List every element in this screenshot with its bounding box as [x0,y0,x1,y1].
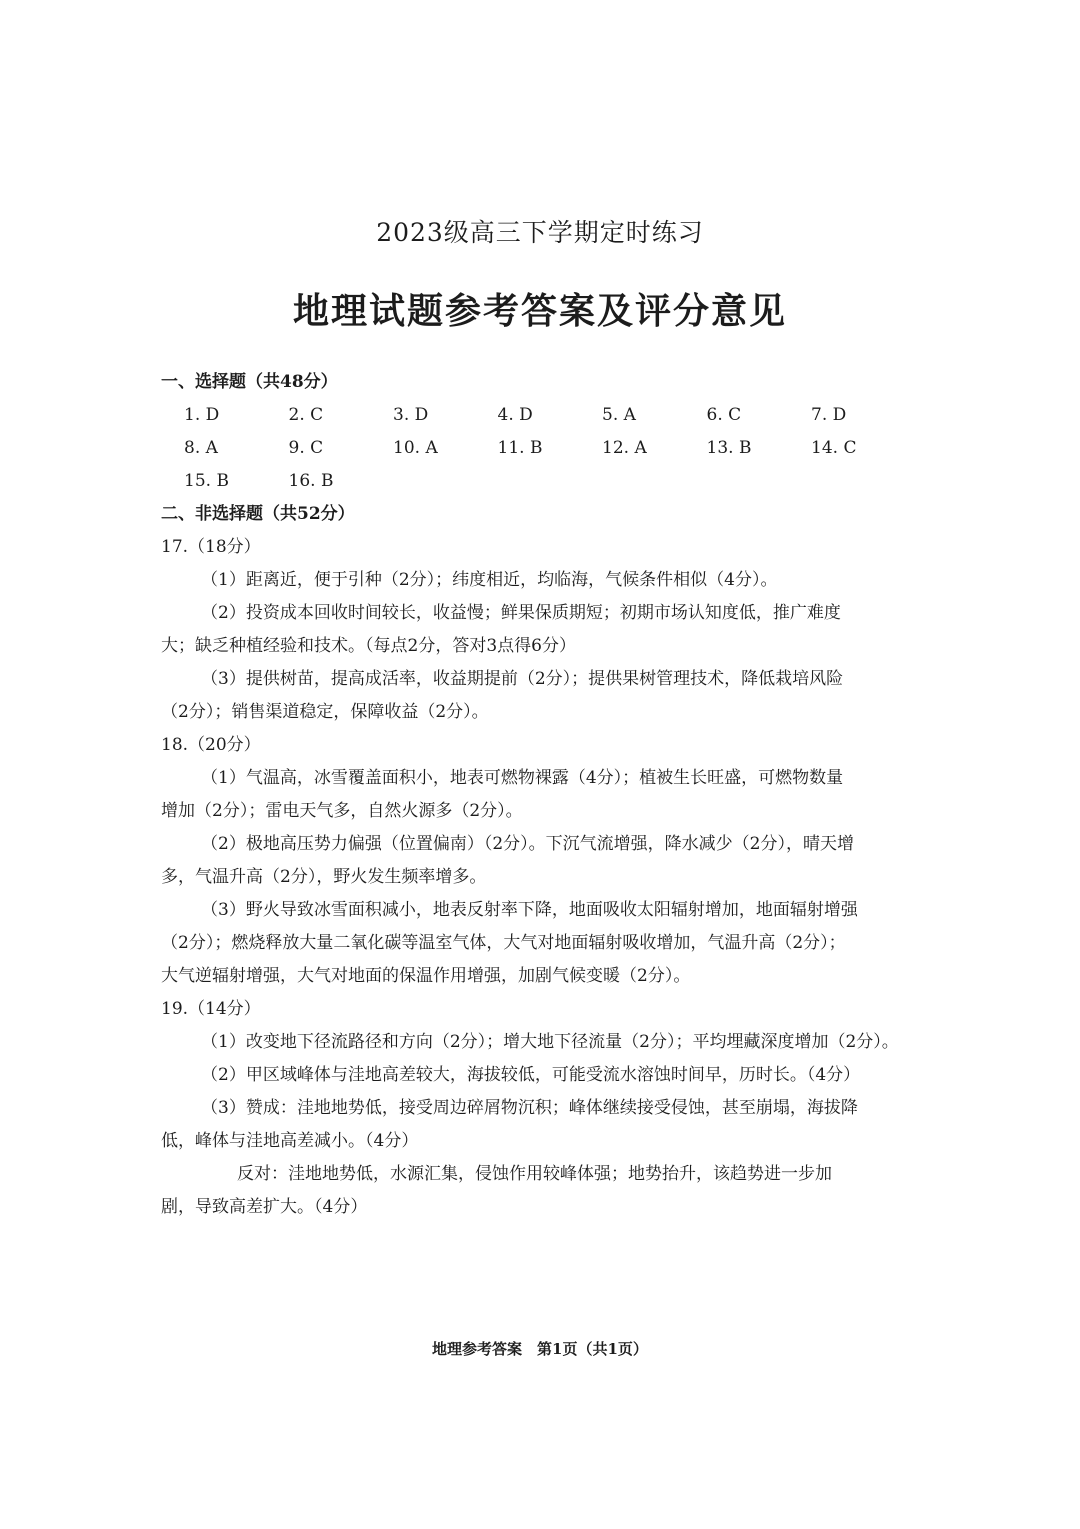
mc-answer: 16. B [288,471,334,491]
question-19-title: 19.（14分） [161,999,261,1019]
question-18-title: 18.（20分） [161,735,261,755]
answer-text: （3）野火导致冰雪面积减小，地表反射率下降，地面吸收太阳辐射增加，地面辐射增强 [201,900,858,920]
answer-text: 增加（2分）；雷电天气多，自然火源多（2分）。 [161,801,523,821]
answer-text: （2）极地高压势力偏强（位置偏南）（2分）。下沉气流增强，降水减少（2分），晴天增 [201,834,854,854]
mc-answer: 14. C [811,438,857,458]
mc-answer: 6. C [706,405,742,425]
mc-answer: 5. A [602,405,636,425]
answer-text: （1）改变地下径流路径和方向（2分）；增大地下径流量（2分）；平均埋藏深度增加（2分）。 [201,1032,899,1052]
mc-answer: 10. A [393,438,438,458]
page-footer: 地理参考答案 第1页（共1页） [432,1340,648,1358]
answer-text: 剧，导致高差扩大。（4分） [161,1197,368,1217]
mc-row [161,432,921,465]
answer-content [161,366,921,1224]
exam-subtitle: 2023级高三下学期定时练习 [376,218,704,247]
mc-answer: 15. B [184,471,229,491]
mc-answer: 3. D [393,405,429,425]
mc-answer: 2. C [288,405,324,425]
answer-text: （2分）；燃烧释放大量二氧化碳等温室气体，大气对地面辐射吸收增加，气温升高（2分）； [161,933,846,953]
mc-answer: 13. B [706,438,752,458]
answer-text: （2分）；销售渠道稳定，保障收益（2分）。 [161,702,489,722]
answer-text: 多，气温升高（2分），野火发生频率增多。 [161,867,487,887]
mc-answer: 12. A [602,438,647,458]
mc-answer: 7. D [811,405,847,425]
section-heading-multiple-choice: 一、选择题（共48分） [161,372,338,392]
answer-text: （1）距离近，便于引种（2分）；纬度相近，均临海，气候条件相似（4分）。 [201,570,778,590]
answer-text: （3）赞成：洼地地势低，接受周边碎屑物沉积；峰体继续接受侵蚀，甚至崩塌，海拔降 [201,1098,858,1118]
answer-text: 反对：洼地地势低，水源汇集，侵蚀作用较峰体强；地势抬升，该趋势进一步加 [237,1164,832,1184]
mc-answer: 8. A [184,438,218,458]
mc-row [161,465,921,498]
mc-answer: 9. C [288,438,324,458]
question-17-title: 17.（18分） [161,537,261,557]
answer-text: （3）提供树苗，提高成活率，收益期提前（2分）；提供果树管理技术，降低栽培风险 [201,669,844,689]
answer-text: （1）气温高，冰雪覆盖面积小，地表可燃物裸露（4分）；植被生长旺盛，可燃物数量 [201,768,844,788]
mc-answer: 4. D [497,405,533,425]
mc-row [161,399,921,432]
answer-text: 大气逆辐射增强，大气对地面的保温作用增强，加剧气候变暖（2分）。 [161,966,691,986]
section-heading-free-response: 二、非选择题（共52分） [161,504,355,524]
page-title: 地理试题参考答案及评分意见 [292,290,787,332]
answer-text: （2）投资成本回收时间较长，收益慢；鲜果保质期短；初期市场认知度低，推广难度 [201,603,841,623]
answer-text: 低，峰体与洼地高差减小。（4分） [161,1131,419,1151]
answer-text: 大；缺乏种植经验和技术。（每点2分，答对3点得6分） [161,636,576,656]
mc-answer: 1. D [184,405,220,425]
answer-text: （2）甲区域峰体与洼地高差较大，海拔较低，可能受流水溶蚀时间早，历时长。（4分） [201,1065,861,1085]
mc-answer: 11. B [497,438,543,458]
